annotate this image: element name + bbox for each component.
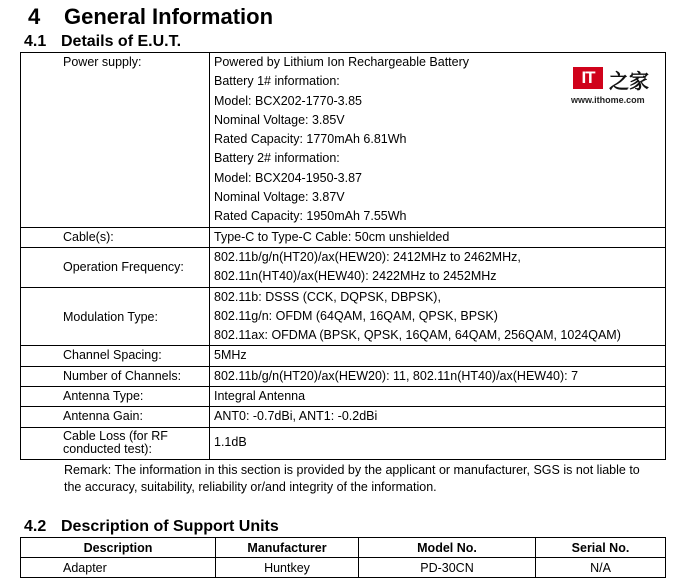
section-number: 4.2 — [24, 518, 47, 535]
watermark-url: www.ithome.com — [571, 95, 645, 105]
remark-text: Remark: The information in this section is provided by the applicant or manufacturer, SGS is not liable to the accuracy, suitability, reliability or/and integrity of the information. — [64, 463, 640, 494]
it-logo-icon: IT — [573, 67, 603, 89]
power-line: Model: BCX204-1950-3.87 — [214, 170, 363, 185]
table-row-channels — [21, 366, 666, 386]
number-of-channels-label: Number of Channels: — [21, 366, 210, 386]
table-row-frequency — [21, 247, 666, 287]
power-line: Rated Capacity: 1770mAh 6.81Wh — [214, 132, 407, 147]
modulation-type-value: 802.11b: DSSS (CCK, DQPSK, DBPSK), 802.11g/n: OFDM (64QAM, 16QAM, QPSK, BPSK) 802.11ax: OFDMA (BPSK, QPSK, 16QAM, 64QAM, 256QAM, 1024QAM) — [210, 287, 666, 346]
table-row-modulation — [21, 287, 666, 346]
logo-chinese-text: 之家 — [609, 71, 649, 93]
modulation-type-label: Modulation Type: — [21, 287, 210, 346]
power-supply-label: Power supply: — [21, 53, 210, 228]
power-line: Battery 2# information: — [214, 151, 340, 166]
antenna-type-value: Integral Antenna — [210, 387, 666, 407]
table-row-power — [21, 53, 666, 228]
power-line: Rated Capacity: 1950mAh 7.55Wh — [214, 209, 407, 224]
ithome-watermark-logo — [571, 65, 651, 111]
section-number: 4 — [28, 4, 41, 29]
column-header: Serial No. — [536, 538, 666, 558]
cable-loss-label: Cable Loss (for RF conducted test): — [21, 427, 210, 459]
section-4-2-heading — [24, 518, 279, 536]
table-row-spacing — [21, 346, 666, 366]
operation-frequency-label: Operation Frequency: — [21, 247, 210, 287]
channel-spacing-value: 5MHz — [210, 346, 666, 366]
table-row — [21, 558, 666, 578]
power-line: Powered by Lithium Ion Rechargeable Battery — [214, 55, 470, 69]
section-title: Details of E.U.T. — [61, 33, 182, 50]
table-row-cable-loss — [21, 427, 666, 459]
cables-value: Type-C to Type-C Cable: 50cm unshielded — [210, 227, 666, 247]
antenna-gain-label: Antenna Gain: — [21, 407, 210, 427]
section-4-heading — [28, 4, 273, 30]
section-title: General Information — [64, 4, 274, 29]
table-cell: N/A — [536, 558, 666, 578]
eut-details-table — [20, 52, 666, 460]
channel-spacing-label: Channel Spacing: — [21, 346, 210, 366]
antenna-gain-value: ANT0: -0.7dBi, ANT1: -0.2dBi — [210, 407, 666, 427]
table-row-cables — [21, 227, 666, 247]
power-supply-value — [210, 53, 666, 228]
support-units-table — [20, 537, 666, 578]
power-line: Nominal Voltage: 3.87V — [214, 190, 345, 205]
table-cell: Huntkey — [216, 558, 359, 578]
section-4-1-heading — [24, 33, 181, 51]
cable-loss-value: 1.1dB — [210, 427, 666, 459]
table-cell: Adapter — [21, 558, 216, 578]
table-row-antenna-gain — [21, 407, 666, 427]
column-header: Manufacturer — [216, 538, 359, 558]
power-line: Nominal Voltage: 3.85V — [214, 112, 345, 127]
table-row-antenna-type — [21, 387, 666, 407]
power-line: Model: BCX202-1770-3.85 — [214, 93, 363, 108]
section-number: 4.1 — [24, 33, 47, 50]
column-header: Description — [21, 538, 216, 558]
table-cell: PD-30CN — [359, 558, 536, 578]
cables-label: Cable(s): — [21, 227, 210, 247]
column-header: Model No. — [359, 538, 536, 558]
table-header-row — [21, 538, 666, 558]
operation-frequency-value: 802.11b/g/n(HT20)/ax(HEW20): 2412MHz to 2462MHz, 802.11n(HT40)/ax(HEW40): 2422MHz to 2452MHz — [210, 247, 666, 287]
section-title: Description of Support Units — [61, 518, 279, 535]
power-line: Battery 1# information: — [214, 74, 340, 89]
number-of-channels-value: 802.11b/g/n(HT20)/ax(HEW20): 11, 802.11n(HT40)/ax(HEW40): 7 — [210, 366, 666, 386]
antenna-type-label: Antenna Type: — [21, 387, 210, 407]
